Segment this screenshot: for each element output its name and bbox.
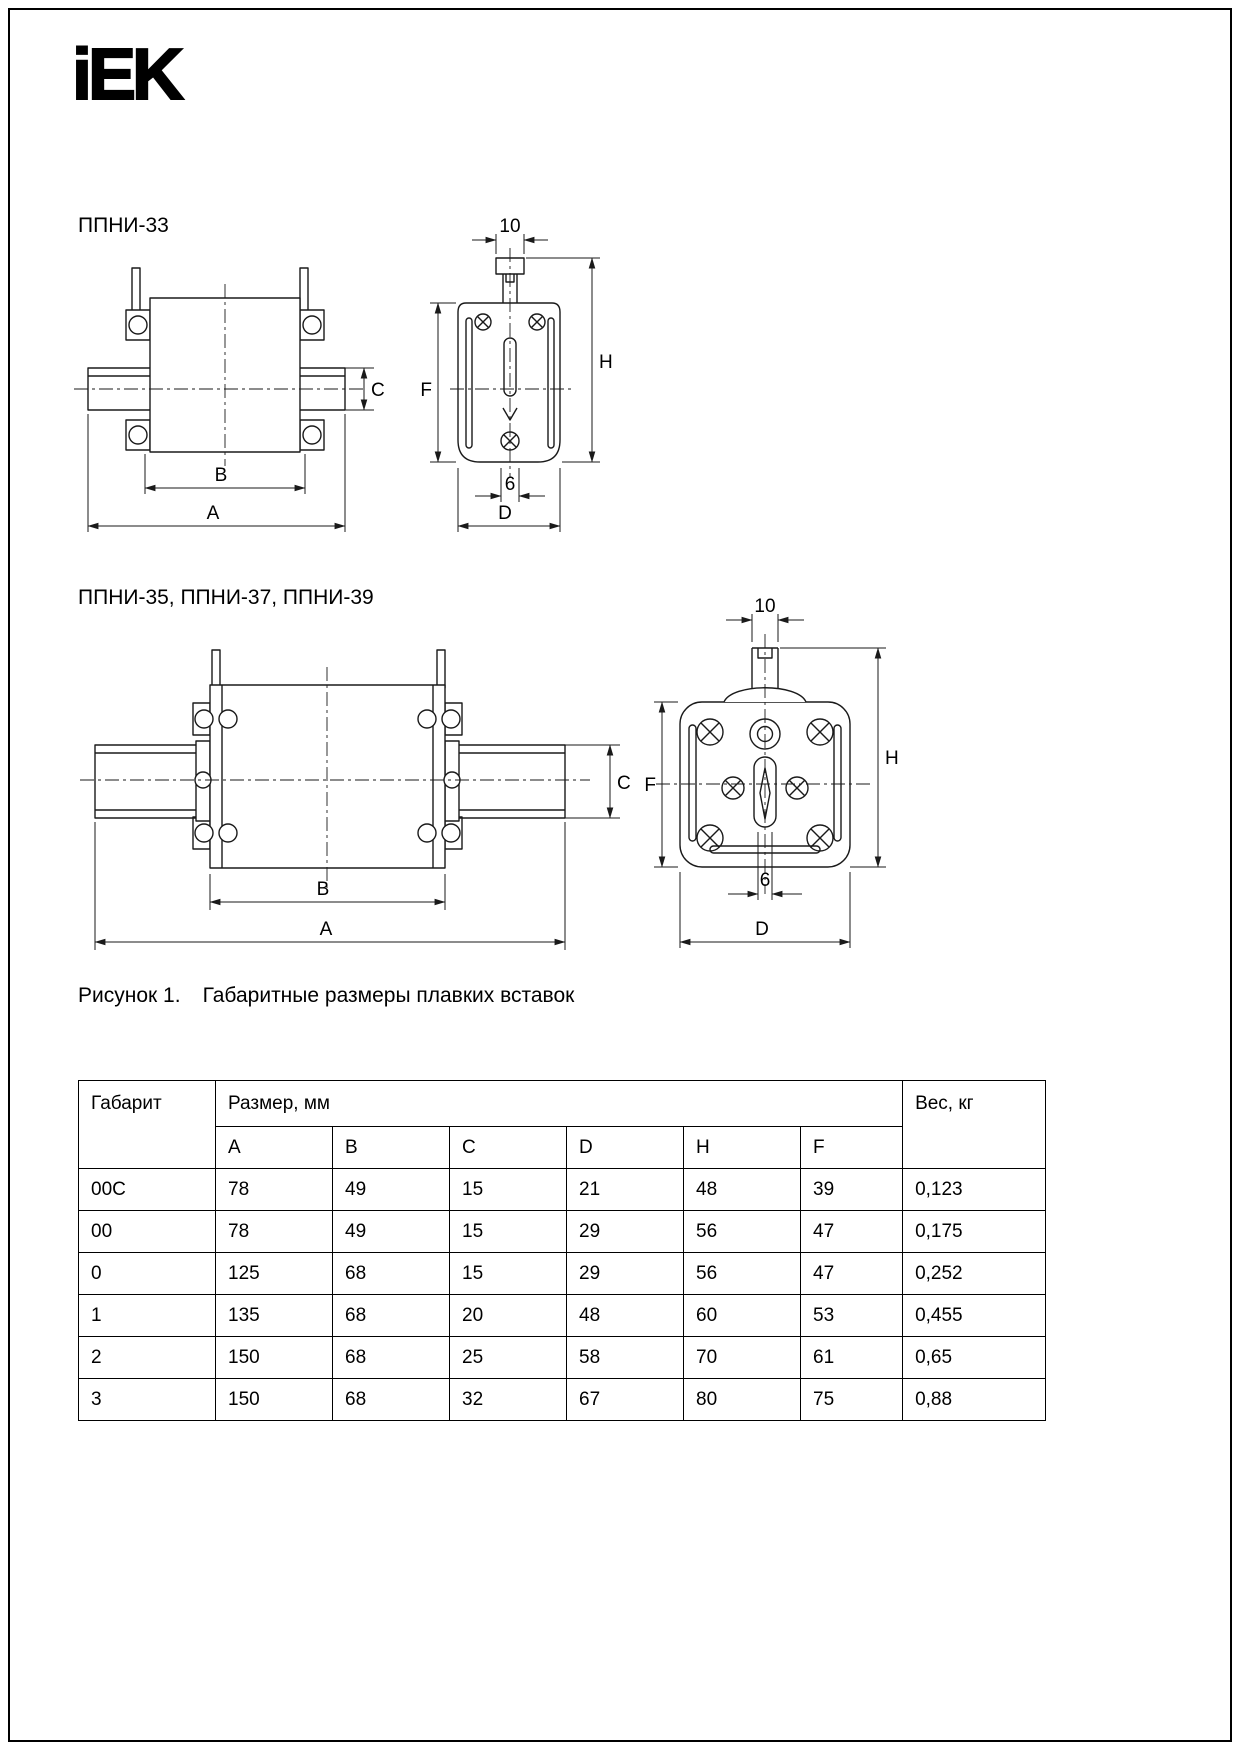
cell-weight: 0,123 bbox=[903, 1169, 1046, 1211]
cell-a: 78 bbox=[216, 1211, 333, 1253]
table-header-row-2 bbox=[79, 1127, 1046, 1169]
cell-f: 75 bbox=[801, 1379, 903, 1421]
dim-label-c: C bbox=[617, 773, 631, 794]
cell-gabarit: 2 bbox=[79, 1337, 216, 1379]
cell-gabarit: 3 bbox=[79, 1379, 216, 1421]
cell-h: 56 bbox=[684, 1253, 801, 1295]
cell-c: 32 bbox=[450, 1379, 567, 1421]
dim-label-h: H bbox=[599, 352, 613, 373]
cell-f: 47 bbox=[801, 1253, 903, 1295]
cell-gabarit: 00C bbox=[79, 1169, 216, 1211]
cell-d: 29 bbox=[567, 1253, 684, 1295]
figure-caption-text: Габаритные размеры плавких вставок bbox=[202, 984, 575, 1007]
section-title-ppni-35-37-39: ППНИ-35, ППНИ-37, ППНИ-39 bbox=[78, 586, 374, 609]
cell-weight: 0,65 bbox=[903, 1337, 1046, 1379]
cell-a: 125 bbox=[216, 1253, 333, 1295]
cell-weight: 0,175 bbox=[903, 1211, 1046, 1253]
cell-h: 80 bbox=[684, 1379, 801, 1421]
dim-label-6: 6 bbox=[759, 870, 771, 891]
cell-gabarit: 1 bbox=[79, 1295, 216, 1337]
fuse-body-front bbox=[458, 303, 560, 462]
th-gabarit: Габарит bbox=[79, 1081, 216, 1169]
table-row-00c bbox=[79, 1169, 1046, 1211]
dim-label-f: F bbox=[420, 380, 432, 401]
cell-b: 68 bbox=[333, 1253, 450, 1295]
cell-c: 15 bbox=[450, 1211, 567, 1253]
cell-weight: 0,88 bbox=[903, 1379, 1046, 1421]
ppni33-front-view bbox=[450, 248, 572, 478]
dim-label-a: A bbox=[319, 919, 333, 940]
drawing-ppni-33 bbox=[60, 218, 640, 548]
cell-h: 60 bbox=[684, 1295, 801, 1337]
th-dim-h: H bbox=[684, 1127, 801, 1169]
th-dim-c: C bbox=[450, 1127, 567, 1169]
cell-b: 49 bbox=[333, 1169, 450, 1211]
dim-label-10: 10 bbox=[754, 596, 776, 617]
cell-c: 15 bbox=[450, 1253, 567, 1295]
ppni35-side-view bbox=[80, 650, 590, 890]
th-dim-f: F bbox=[801, 1127, 903, 1169]
cell-weight: 0,455 bbox=[903, 1295, 1046, 1337]
table-row-1 bbox=[79, 1295, 1046, 1337]
cell-gabarit: 0 bbox=[79, 1253, 216, 1295]
cell-d: 29 bbox=[567, 1211, 684, 1253]
cell-f: 39 bbox=[801, 1169, 903, 1211]
cell-c: 20 bbox=[450, 1295, 567, 1337]
cell-a: 150 bbox=[216, 1337, 333, 1379]
table-row-00 bbox=[79, 1211, 1046, 1253]
iek-logo: iEK bbox=[72, 35, 181, 115]
dim-label-b: B bbox=[214, 465, 228, 486]
dim-label-6: 6 bbox=[504, 474, 516, 495]
figure-caption-number: Рисунок 1. bbox=[78, 984, 181, 1007]
cell-f: 53 bbox=[801, 1295, 903, 1337]
cell-h: 56 bbox=[684, 1211, 801, 1253]
cell-h: 48 bbox=[684, 1169, 801, 1211]
table-header-row-1 bbox=[79, 1081, 1046, 1127]
dim-label-h: H bbox=[885, 748, 899, 769]
drawing-ppni-35-37-39 bbox=[60, 592, 940, 982]
cell-a: 135 bbox=[216, 1295, 333, 1337]
table-row-2 bbox=[79, 1337, 1046, 1379]
table-row-0 bbox=[79, 1253, 1046, 1295]
cell-f: 47 bbox=[801, 1211, 903, 1253]
cell-d: 21 bbox=[567, 1169, 684, 1211]
section-title-ppni-33: ППНИ-33 bbox=[78, 214, 169, 237]
dim-label-f: F bbox=[644, 775, 656, 796]
dimensions-table bbox=[78, 1080, 1046, 1421]
th-dim-d: D bbox=[567, 1127, 684, 1169]
th-dim-a: A bbox=[216, 1127, 333, 1169]
ppni35-front-view bbox=[656, 634, 874, 894]
fuse-body-side bbox=[210, 685, 445, 868]
cell-f: 61 bbox=[801, 1337, 903, 1379]
dim-label-d: D bbox=[755, 919, 769, 940]
th-ves-kg: Вес, кг bbox=[903, 1081, 1046, 1169]
cell-h: 70 bbox=[684, 1337, 801, 1379]
cell-gabarit: 00 bbox=[79, 1211, 216, 1253]
dim-label-d: D bbox=[498, 503, 512, 524]
cell-d: 48 bbox=[567, 1295, 684, 1337]
cell-c: 25 bbox=[450, 1337, 567, 1379]
dim-label-b: B bbox=[316, 879, 330, 900]
th-dim-b: B bbox=[333, 1127, 450, 1169]
cell-b: 68 bbox=[333, 1379, 450, 1421]
ppni33-side-view bbox=[74, 268, 366, 466]
cell-b: 68 bbox=[333, 1295, 450, 1337]
cell-c: 15 bbox=[450, 1169, 567, 1211]
cell-d: 67 bbox=[567, 1379, 684, 1421]
cell-a: 150 bbox=[216, 1379, 333, 1421]
th-razmer-mm: Размер, мм bbox=[216, 1081, 903, 1127]
cell-weight: 0,252 bbox=[903, 1253, 1046, 1295]
cell-b: 68 bbox=[333, 1337, 450, 1379]
cell-d: 58 bbox=[567, 1337, 684, 1379]
dim-label-c: C bbox=[371, 380, 385, 401]
dim-label-a: A bbox=[206, 503, 220, 524]
cell-b: 49 bbox=[333, 1211, 450, 1253]
dim-label-10: 10 bbox=[499, 218, 521, 237]
table-row-3 bbox=[79, 1379, 1046, 1421]
figure-caption bbox=[78, 984, 574, 1008]
cell-a: 78 bbox=[216, 1169, 333, 1211]
